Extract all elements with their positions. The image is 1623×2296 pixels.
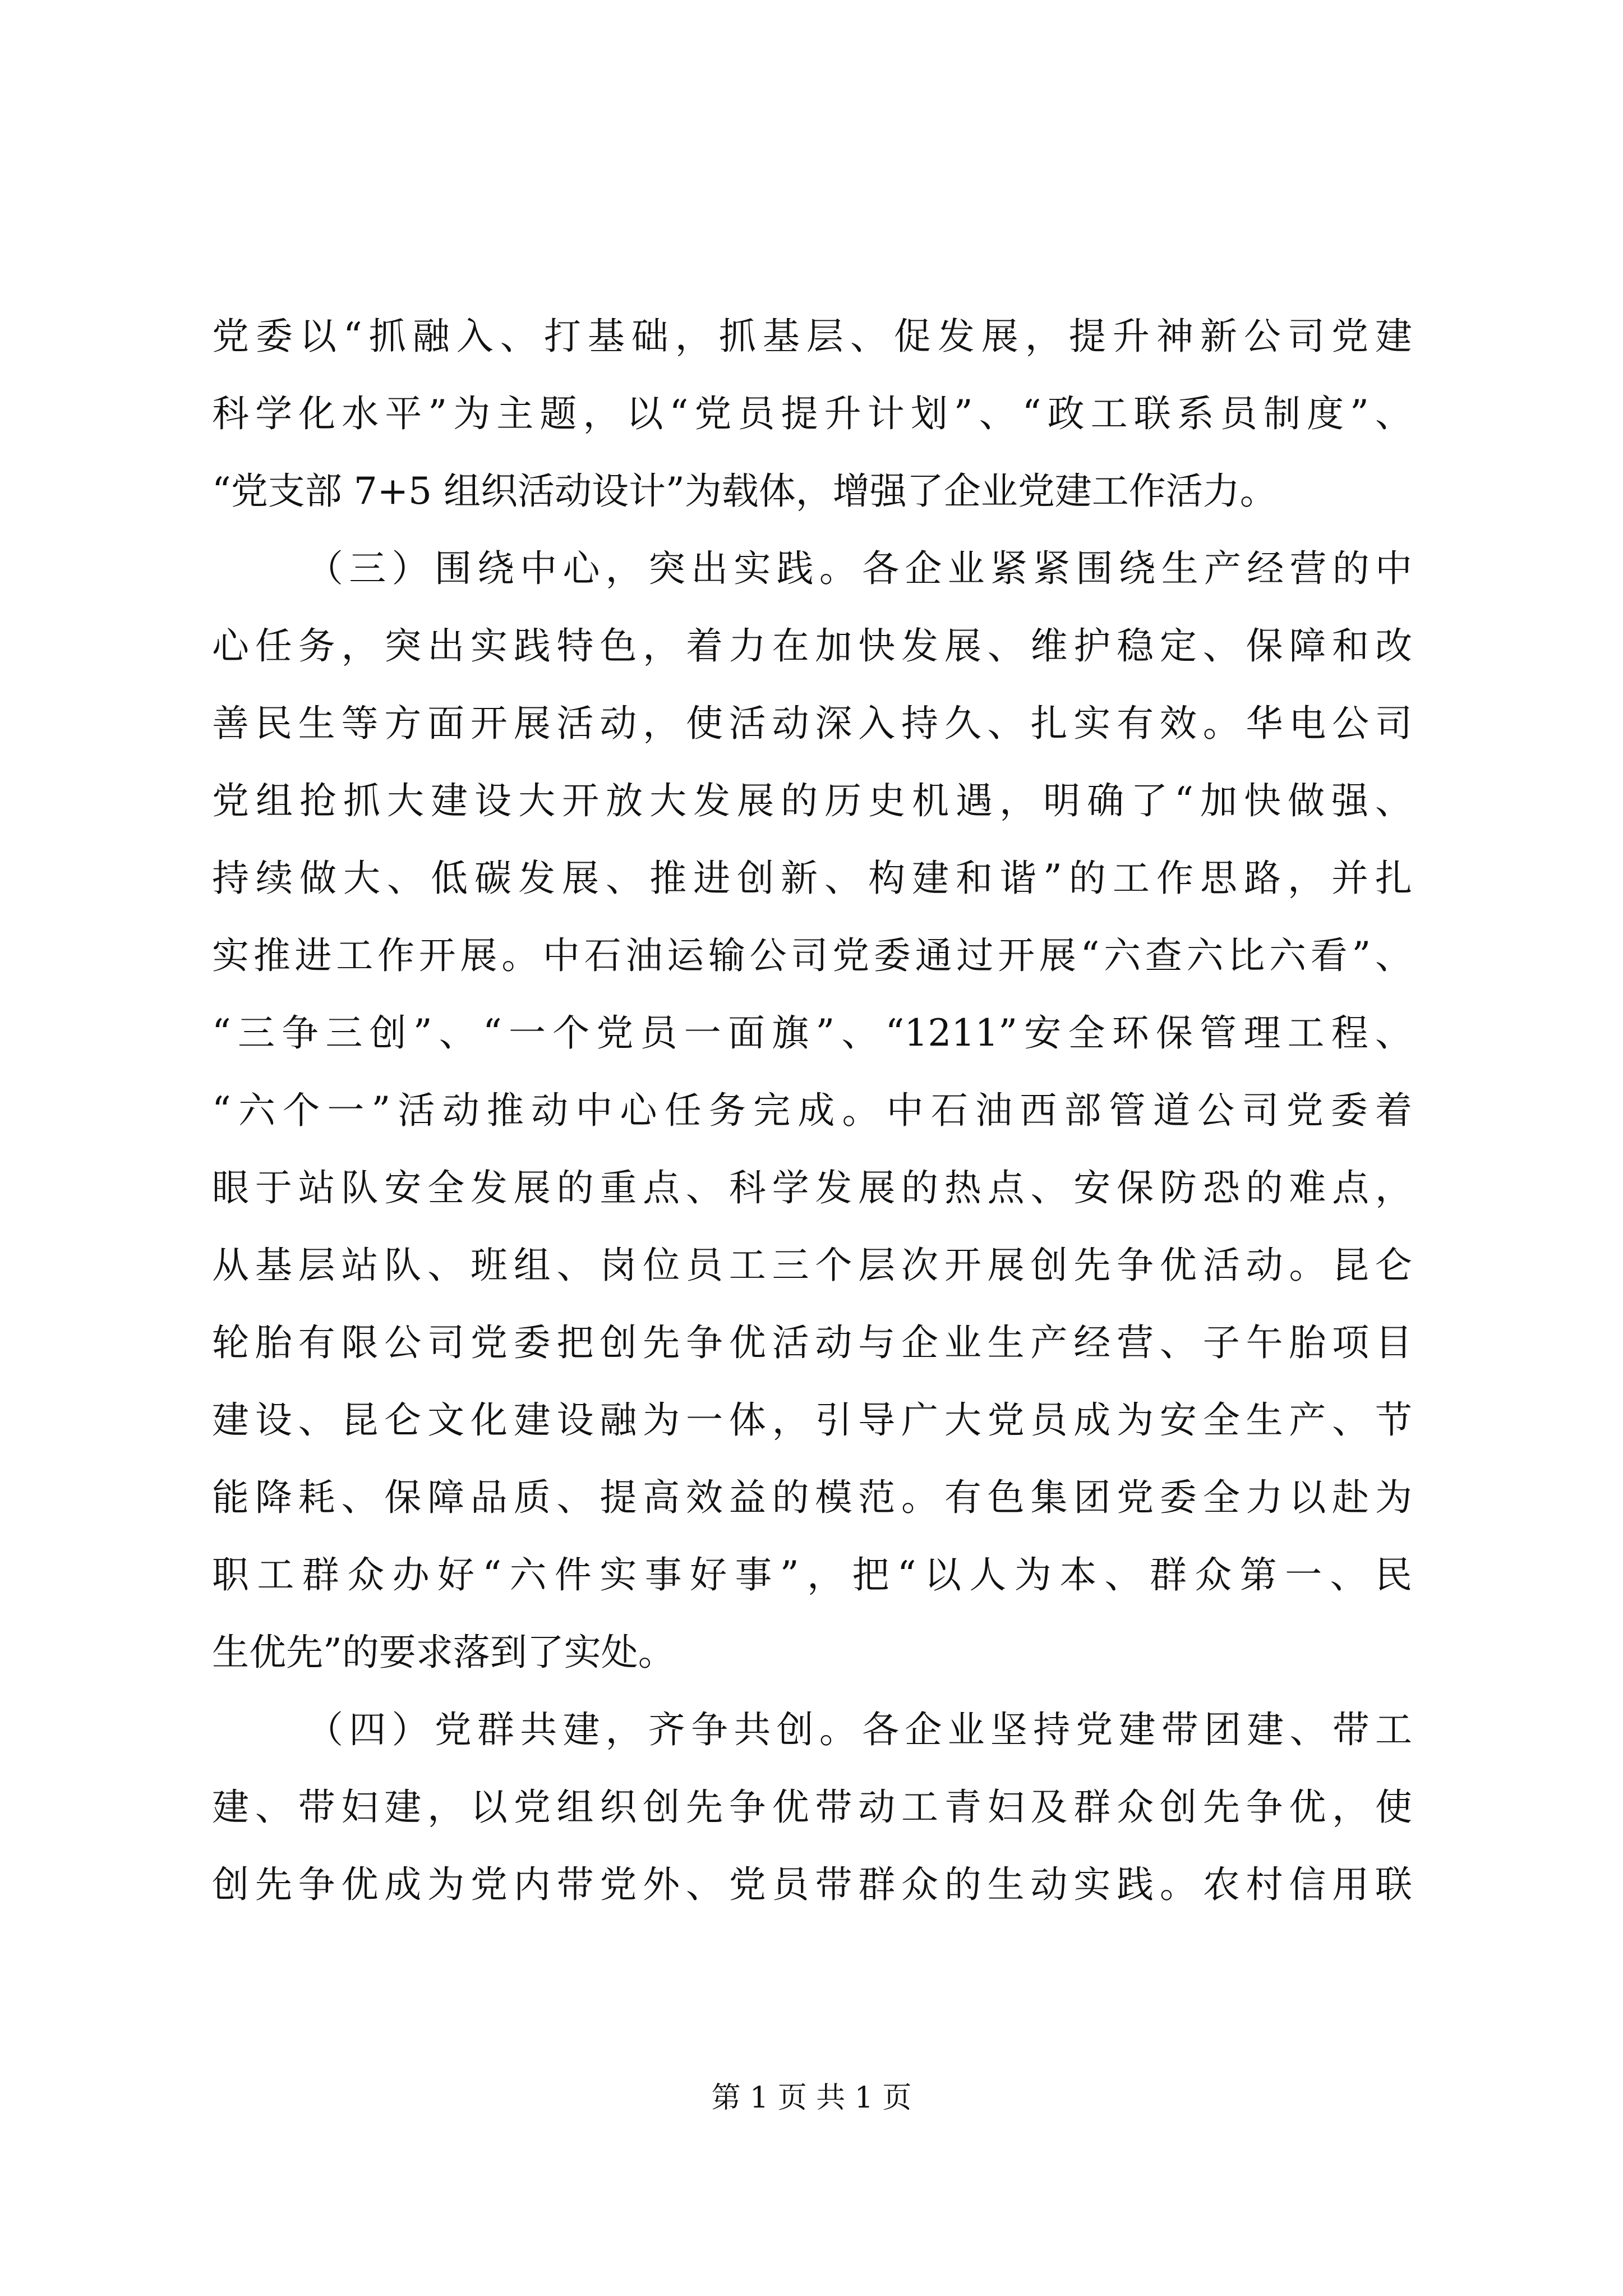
text-line: 轮胎有限公司党委把创先争优活动与企业生产经营、子午胎项目	[212, 1321, 1412, 1364]
text-line: “六个一”活动推动中心任务完成。中石油西部管道公司党委着	[212, 1089, 1412, 1132]
page-number-footer: 第 1 页 共 1 页	[711, 2081, 912, 2115]
text-line: 党组抢抓大建设大开放大发展的历史机遇，明确了“加快做强、	[212, 779, 1412, 822]
text-line: “三争三创”、“一个党员一面旗”、“1211”安全环保管理工程、	[212, 1011, 1412, 1055]
paragraph-heading-4: （四）党群共建，齐争共创。各企业坚持党建带团建、带工	[306, 1708, 1412, 1751]
text-line: 科学化水平”为主题，以“党员提升计划”、“政工联系员制度”、	[212, 392, 1412, 435]
text-line: 从基层站队、班组、岗位员工三个层次开展创先争优活动。昆仑	[212, 1244, 1412, 1287]
text-line: 生优先”的要求落到了实处。	[212, 1631, 675, 1674]
text-line: 眼于站队安全发展的重点、科学发展的热点、安保防恐的难点，	[212, 1166, 1412, 1209]
text-line: 持续做大、低碳发展、推进创新、构建和谐”的工作思路，并扎	[212, 857, 1412, 900]
text-line: 党委以“抓融入、打基础，抓基层、促发展，提升神新公司党建	[212, 315, 1412, 358]
paragraph-heading-3: （三）围绕中心，突出实践。各企业紧紧围绕生产经营的中	[306, 547, 1412, 590]
text-line: 能降耗、保障品质、提高效益的模范。有色集团党委全力以赴为	[212, 1476, 1412, 1519]
text-line: 实推进工作开展。中石油运输公司党委通过开展“六查六比六看”、	[212, 934, 1412, 977]
text-line: 建、带妇建，以党组织创先争优带动工青妇及群众创先争优，使	[212, 1786, 1412, 1829]
text-line: 建设、昆仑文化建设融为一体，引导广大党员成为安全生产、节	[212, 1398, 1412, 1442]
text-line: 创先争优成为党内带党外、党员带群众的生动实践。农村信用联	[212, 1863, 1412, 1906]
text-line: 心任务，突出实践特色，着力在加快发展、维护稳定、保障和改	[212, 624, 1412, 668]
text-line: 善民生等方面开展活动，使活动深入持久、扎实有效。华电公司	[212, 702, 1412, 745]
text-line: “党支部 7+5 组织活动设计”为载体，增强了企业党建工作活力。	[212, 470, 1277, 513]
text-line: 职工群众办好“六件实事好事”，把“以人为本、群众第一、民	[212, 1553, 1412, 1596]
